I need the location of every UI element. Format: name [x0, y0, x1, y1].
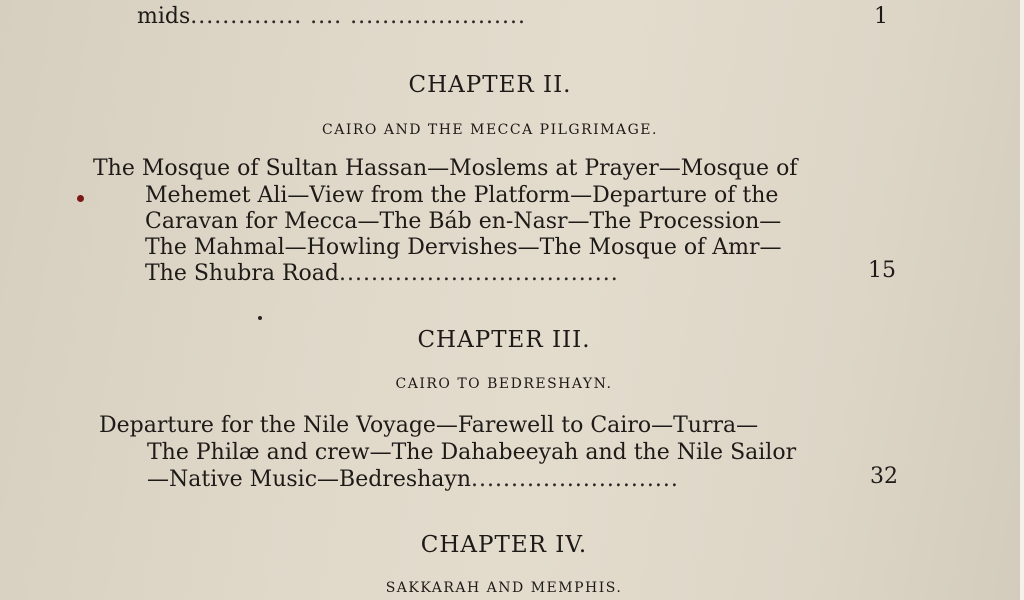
chapter-heading: CHAPTER III.: [417, 327, 591, 353]
toc-line: Mehemet Ali—View from the Platform—Departure of the: [145, 183, 779, 208]
ink-speck: [258, 316, 262, 320]
toc-line: The Mahmal—Howling Dervishes—The Mosque of Amr—: [145, 235, 782, 260]
page-number: 32: [870, 464, 898, 489]
toc-line-last: [145, 261, 619, 287]
chapter-title: CAIRO AND THE MECCA PILGRIMAGE.: [322, 122, 658, 138]
chapter-title: SAKKARAH AND MEMPHIS.: [385, 580, 623, 596]
chapter-heading: CHAPTER IV.: [420, 532, 588, 558]
toc-line: —Native Music—Bedreshayn: [147, 467, 472, 492]
toc-line: Departure for the Nile Voyage—Farewell to Cairo—Turra—: [99, 413, 759, 438]
toc-line: Caravan for Mecca—The Báb en-Nasr—The Procession—: [145, 209, 782, 234]
chapter-title: CAIRO TO BEDRESHAYN.: [395, 376, 613, 392]
toc-line-last: [147, 467, 679, 493]
toc-line: The Philæ and crew—The Dahabeeyah and the Nile Sailor: [147, 440, 797, 465]
toc-entry-text: mids: [137, 4, 191, 29]
page-number: 1: [874, 4, 888, 29]
leader-dots: .............. .... ......................: [190, 4, 526, 29]
leader-dots: ..........................: [471, 467, 679, 492]
page-edge: [1020, 0, 1024, 600]
chapter-heading: CHAPTER II.: [408, 72, 572, 98]
leader-dots: ...................................: [338, 261, 619, 286]
ink-mark: [77, 195, 84, 202]
toc-entry-continuation: [137, 4, 526, 30]
page-number: 15: [868, 258, 896, 283]
toc-line: The Shubra Road: [145, 261, 339, 286]
toc-line: The Mosque of Sultan Hassan—Moslems at Prayer—Mosque of: [93, 156, 798, 181]
